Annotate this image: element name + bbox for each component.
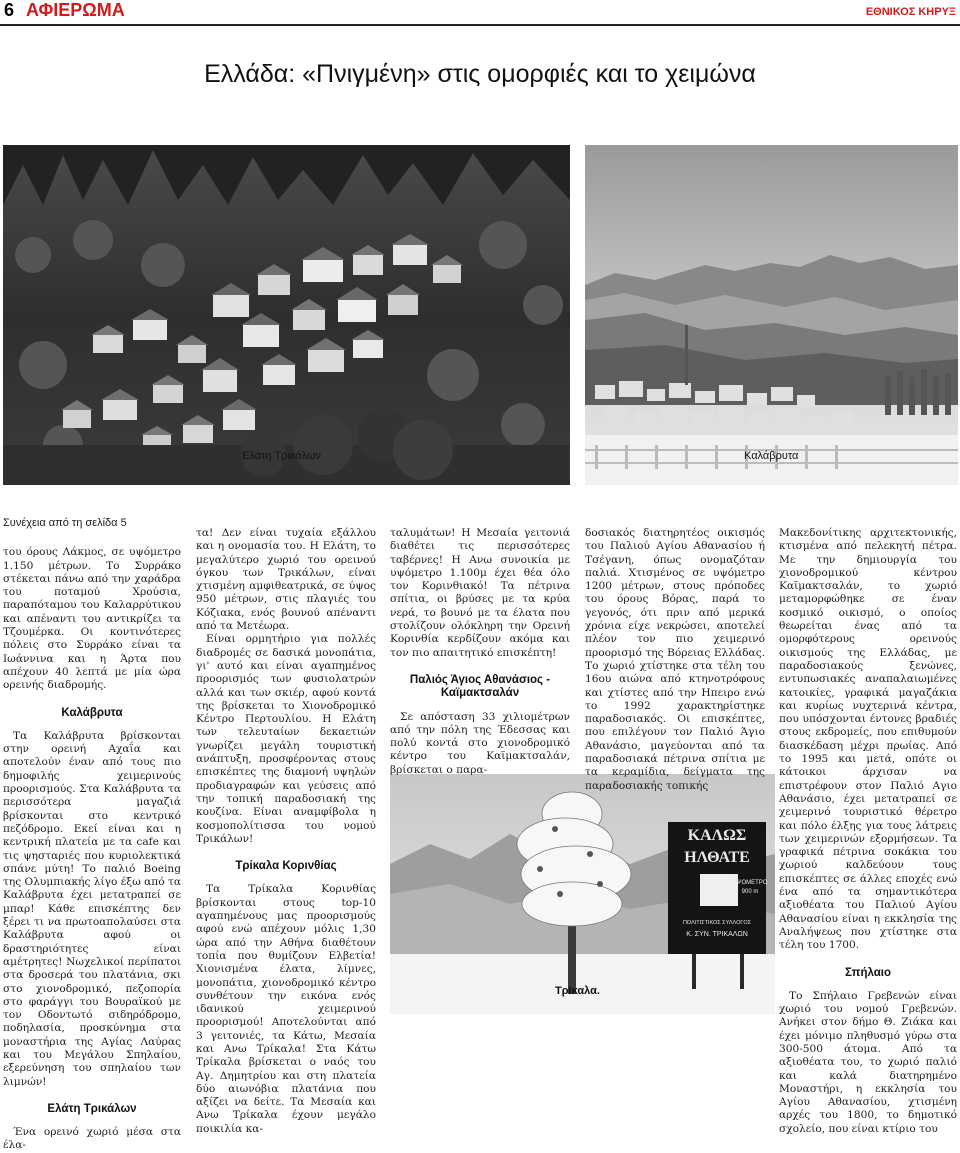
article-column-4 [585, 527, 765, 793]
article-column-1 [3, 517, 181, 1153]
paragraph: ταλυμάτων! Η Μεσαία γειτονιά διαθέτει τις περισσότερες ταβέρνες! Η Ανω συνοικία με υψόμετρο 1.100μ έχει θέα όλο τον Κορινθιακό! Τα πέτρινα σπίτια, οι βρύσες με τα κρύα νερά, το βουνό με τα έλατα που στολίζουν ολόκληρη την Ορεινή Κορινθία κερδίζουν ακόμα και τον πιο απαιτητικό επισκέπτη! [390, 527, 570, 659]
subheading-elati: Ελάτη Τρικάλων [47, 1102, 137, 1115]
paragraph: Τα Τρίκαλα Κορινθίας βρίσκονται στους top-10 αγαπημένους μας προορισμούς αφού ενώ απέχουν μόλις 1,30 ώρα από την Αθήνα διαθέτουν τοπία που θυμίζουν Ελβετία! Χιονισμένα έλατα, λίμνες, μονοπάτια, χιονοδρομικό κέντρο συνθέτουν την εικόνα ενός ιδανικού χειμερινού προορισμού! Αποτελούνται από 3 γειτονιές, τα Κάτω, Μεσαία και Ανω Τρίκαλα! Στα Κάτω Τρίκαλα βρίσκεται ο ναός του Αγ. Δημητρίου και στη πλατεία δύο αιωνόβια πλατάνια που αξίζει να δείτε. Τα Μεσαία και Ανω Τρίκαλα έχουν μεγάλο ποικιλία κα- [196, 883, 376, 1135]
paragraph: τα! Δεν είναι τυχαία εξάλλου και η ονομασία του. Η Ελάτη, το μεγαλύτερο χωριό του ορεινού όγκου των Τρικάλων, είναι χτισμένη αμφιθεατρικά, σε ύψος 950 μέτρων, στις πλαγιές του Κόζιακα, ενός βουνού απέναντι από τα Μετέωρα. [196, 527, 376, 633]
article-column-5 [779, 527, 957, 1136]
sign-line1: ΚΑΛΩΣ [687, 827, 747, 844]
photo-kalavryta [585, 145, 958, 485]
headline: Ελλάδα: «Πνιγμένη» στις ομορφιές και το χειμώνα [204, 60, 756, 88]
paragraph: Μακεδονίτικης αρχιτεκτονικής, κτισμένα από πελεκητή πέτρα. Με την δημιουργία του χιονοδρομικού κέντρου Καϊμακτσαλάν, το χωριό μεταμορφώθηκε σε έναν κοσμικό οικισμό, ο οποίος θεωρείται ένας από τα ομορφότερους ορεινούς οικισμούς της Ελλάδας, με παραδοσιακούς ξενώνες, εντυπωσιακές αναπαλαιωμένες κατοικίες, γραφικά μαγαζάκια και κυρίως νυχτερινά κέντρα, που υπόσχονται έντονες βραδιές στους εκδρομείς, που επιθυμούν διασκέδαση μέχρι πρωίας. Από το 1995 και μετά, οπότε οι κάτοικοι άρχισαν να επιστρέφουν στον Παλιό Αγιο Αθανάσιο, έχει μετατραπεί σε χειμερινό τουριστικό θέρετρο και πόλο έλξης για τους λάτρεις των χειμερινών εξορμήσεων. Τα γραφικά πέτρινα σοκάκια του χωριού καλδεύουν τους επισκέπτες σε άλλες εποχές ενώ ένα από τα σημαντικότερα αξιοθέατα του Παλιού Αγίου Αθανασίου είναι η εκκλησία της Αναλήψεως που χτίστηκε στα τέλη του 1700. [779, 527, 957, 952]
sign-altitude-label: ΥΨΟΜΕΤΡΟ [732, 880, 768, 886]
subheading-trikala-korinthias: Τρίκαλα Κορινθίας [235, 860, 337, 873]
paragraph: Τα Καλάβρυτα βρίσκονται στην ορεινή Αχαΐα και αποτελούν έναν από τους πιο δημοφιλής χειμερινούς προορισμούς. Στα Καλάβρυτα τα περισσότερα μαγαζιά βρίσκονται στο κεντρικό πεζόδρομο. Εκεί είναι και η κεντρική πλατεία με τα cafe και τις ψησταριές που κυριολεκτικά σπάνε μύτη! Το παλιό Boeing της Ολυμπιακής λίγο έξω από τα Καλάβρυτα έχει μετατραπεί σε μπαρ! Κάθε επισκέπτης δεν ξέρει τι να πρωτοαπολαύσει στα Καλάβρυτα αφού οι δραστηριότητες είναι αμέτρητες! Νωχελικοί περίπατοι στα δροσερά του πλατάνια, σκι στο χιονοδρομικό, πεζοπορία στο φαράγγι του Βουραϊκού με τον Οδοντωτό σιδηρόδρομο, ποδηλασία, προσκύνημα στα μοναστήρια της Αγίας Λαύρας και του Μεγάλου Σπηλαίου, εξερεύνηση του σπηλαίου των λιμνών! [3, 729, 181, 1088]
sign-club2: Κ. ΣΥΝ. ΤΡΙΚΑΛΩΝ [686, 931, 748, 938]
subheading-spilaio: Σπήλαιο [844, 966, 892, 979]
paragraph: του όρους Λάκμος, σε υψόμετρο 1.150 μέτρων. Το Συρράκο στέκεται πάνω από την χαράδρα του ποταμού Χρούσια, παραπόταμου του Καλαρρύτικου και απέναντι του αντικρίζει τα Τζουμέρκα. Οι κοντινότερες πόλεις στο Συρράκο είναι τα Ιωάννινα και η Άρτα που απέχουν 40 λεπτά με μία ώρα ορεινής διαδρομής. [3, 546, 181, 692]
paragraph: δοσιακός διατηρητέος οικισμός του Παλιού Αγίου Αθανασίου ή Τσέγανη, όπως ονομαζόταν παλιά. Χτισμένος σε υψόμετρο 1200 μέτρων, στους πρόποδες του όρους Βόρας, παρά το γεγονός, ότι πριν από μερικά χρόνια είχε νεκρώσει, αποτελεί πλέον τον πιο χειμερινό προορισμό της Βόρειας Ελλάδας. Το χωριό χτίστηκε στα τέλη του 16ου αιώνα από κτηνοτρόφους και χτίστες από την Ηπειρο ενώ το 1992 χαρακτηρίστηκε παραδοσιακός. Οι επισκέπτες, που επιλέγουν τον Παλιό Άγιο Αθανάσιο, μαγεύονται από τα παραδοσιακά πέτρινα σπίτια με τα κεραμίδια, δείγματα της παραδοσιακής τοπικής [585, 527, 765, 792]
photo-trikala [390, 774, 775, 1014]
masthead [0, 0, 960, 26]
subheading-agios-athanasios: Παλιός Άγιος Αθανάσιος - Καϊμακτσαλάν [409, 673, 551, 700]
paragraph: Ένα ορεινό χωριό μέσα στα έλα- [3, 1126, 181, 1152]
newspaper-name: ΕΘΝΙΚΟΣ ΚΗΡΥΞ [865, 6, 956, 18]
paragraph: Το Σπήλαιο Γρεβενών είναι χωριό του νομού Γρεβενών. Ανήκει στον δήμο Θ. Ζιάκα και έχει μόνιμο πληθυσμό γύρω στα 300-500 άτομα. Από τα αξιοθέατα του, το χωριό παλιό και καλά διατηρημένο Μοναστήρι, η εκκλησία του Αγίου Αθανασίου, χτισμένη αρχές του 1800, το δημοτικό σχολείο, που είναι κτίριο του [779, 989, 957, 1135]
sign-line2: ΗΛΘΑΤΕ [684, 849, 750, 866]
section-name: ΑΦΙΕΡΩΜΑ [26, 0, 125, 20]
page-number: 6 [4, 0, 15, 20]
subheading-kalavryta: Καλάβρυτα [61, 706, 123, 719]
continued-note: Συνέχεια από τη σελίδα 5 [3, 517, 127, 529]
article-column-2 [196, 527, 376, 1136]
paragraph: Είναι ορμητήριο για πολλές διαδρομές σε δασικά μονοπάτια, γι' αυτό και είναι αγαπημένος προορισμός των φυσιολατρών αλλά και των σκιέρ, αφού κοντά της βρίσκεται το Χιονοδρομικό Κέντρο Περτουλίου. Η Ελάτη των τελευταίων δεκαετιών γνωρίζει μεγάλη τουριστική ανάπτυξη, προσφέροντας στους επισκέπτες της διαμονή υψηλών προδιαγραφών και γεύσεις από την τοπική παραδοσιακή της κουζίνα. Είναι αναμφίβολα η κοσμοπολίτισσα του νομού Τρικάλων! [196, 633, 376, 845]
paragraph: Σε απόσταση 33 χιλιομέτρων από την πόλη της Έδεσσας και πολύ κοντά στο χιονοδρομικό κέντρο του Καϊμακτσαλάν, βρίσκεται ο παρα- [390, 710, 570, 776]
caption-trikala: Τρίκαλα. [555, 985, 600, 997]
caption-kalavryta: Καλάβρυτα [744, 450, 799, 462]
article-column-3 [390, 527, 570, 777]
sign-altitude-value: 900 m [741, 889, 759, 895]
header-rule [0, 24, 960, 26]
caption-elati: Ελάτη Τρικάλων [242, 450, 321, 462]
photo-elati [3, 145, 570, 485]
sign-club1: ΠΟΛΙΤΙΣΤΙΚΟΣ ΣΥΛΛΟΓΟΣ [682, 920, 752, 926]
